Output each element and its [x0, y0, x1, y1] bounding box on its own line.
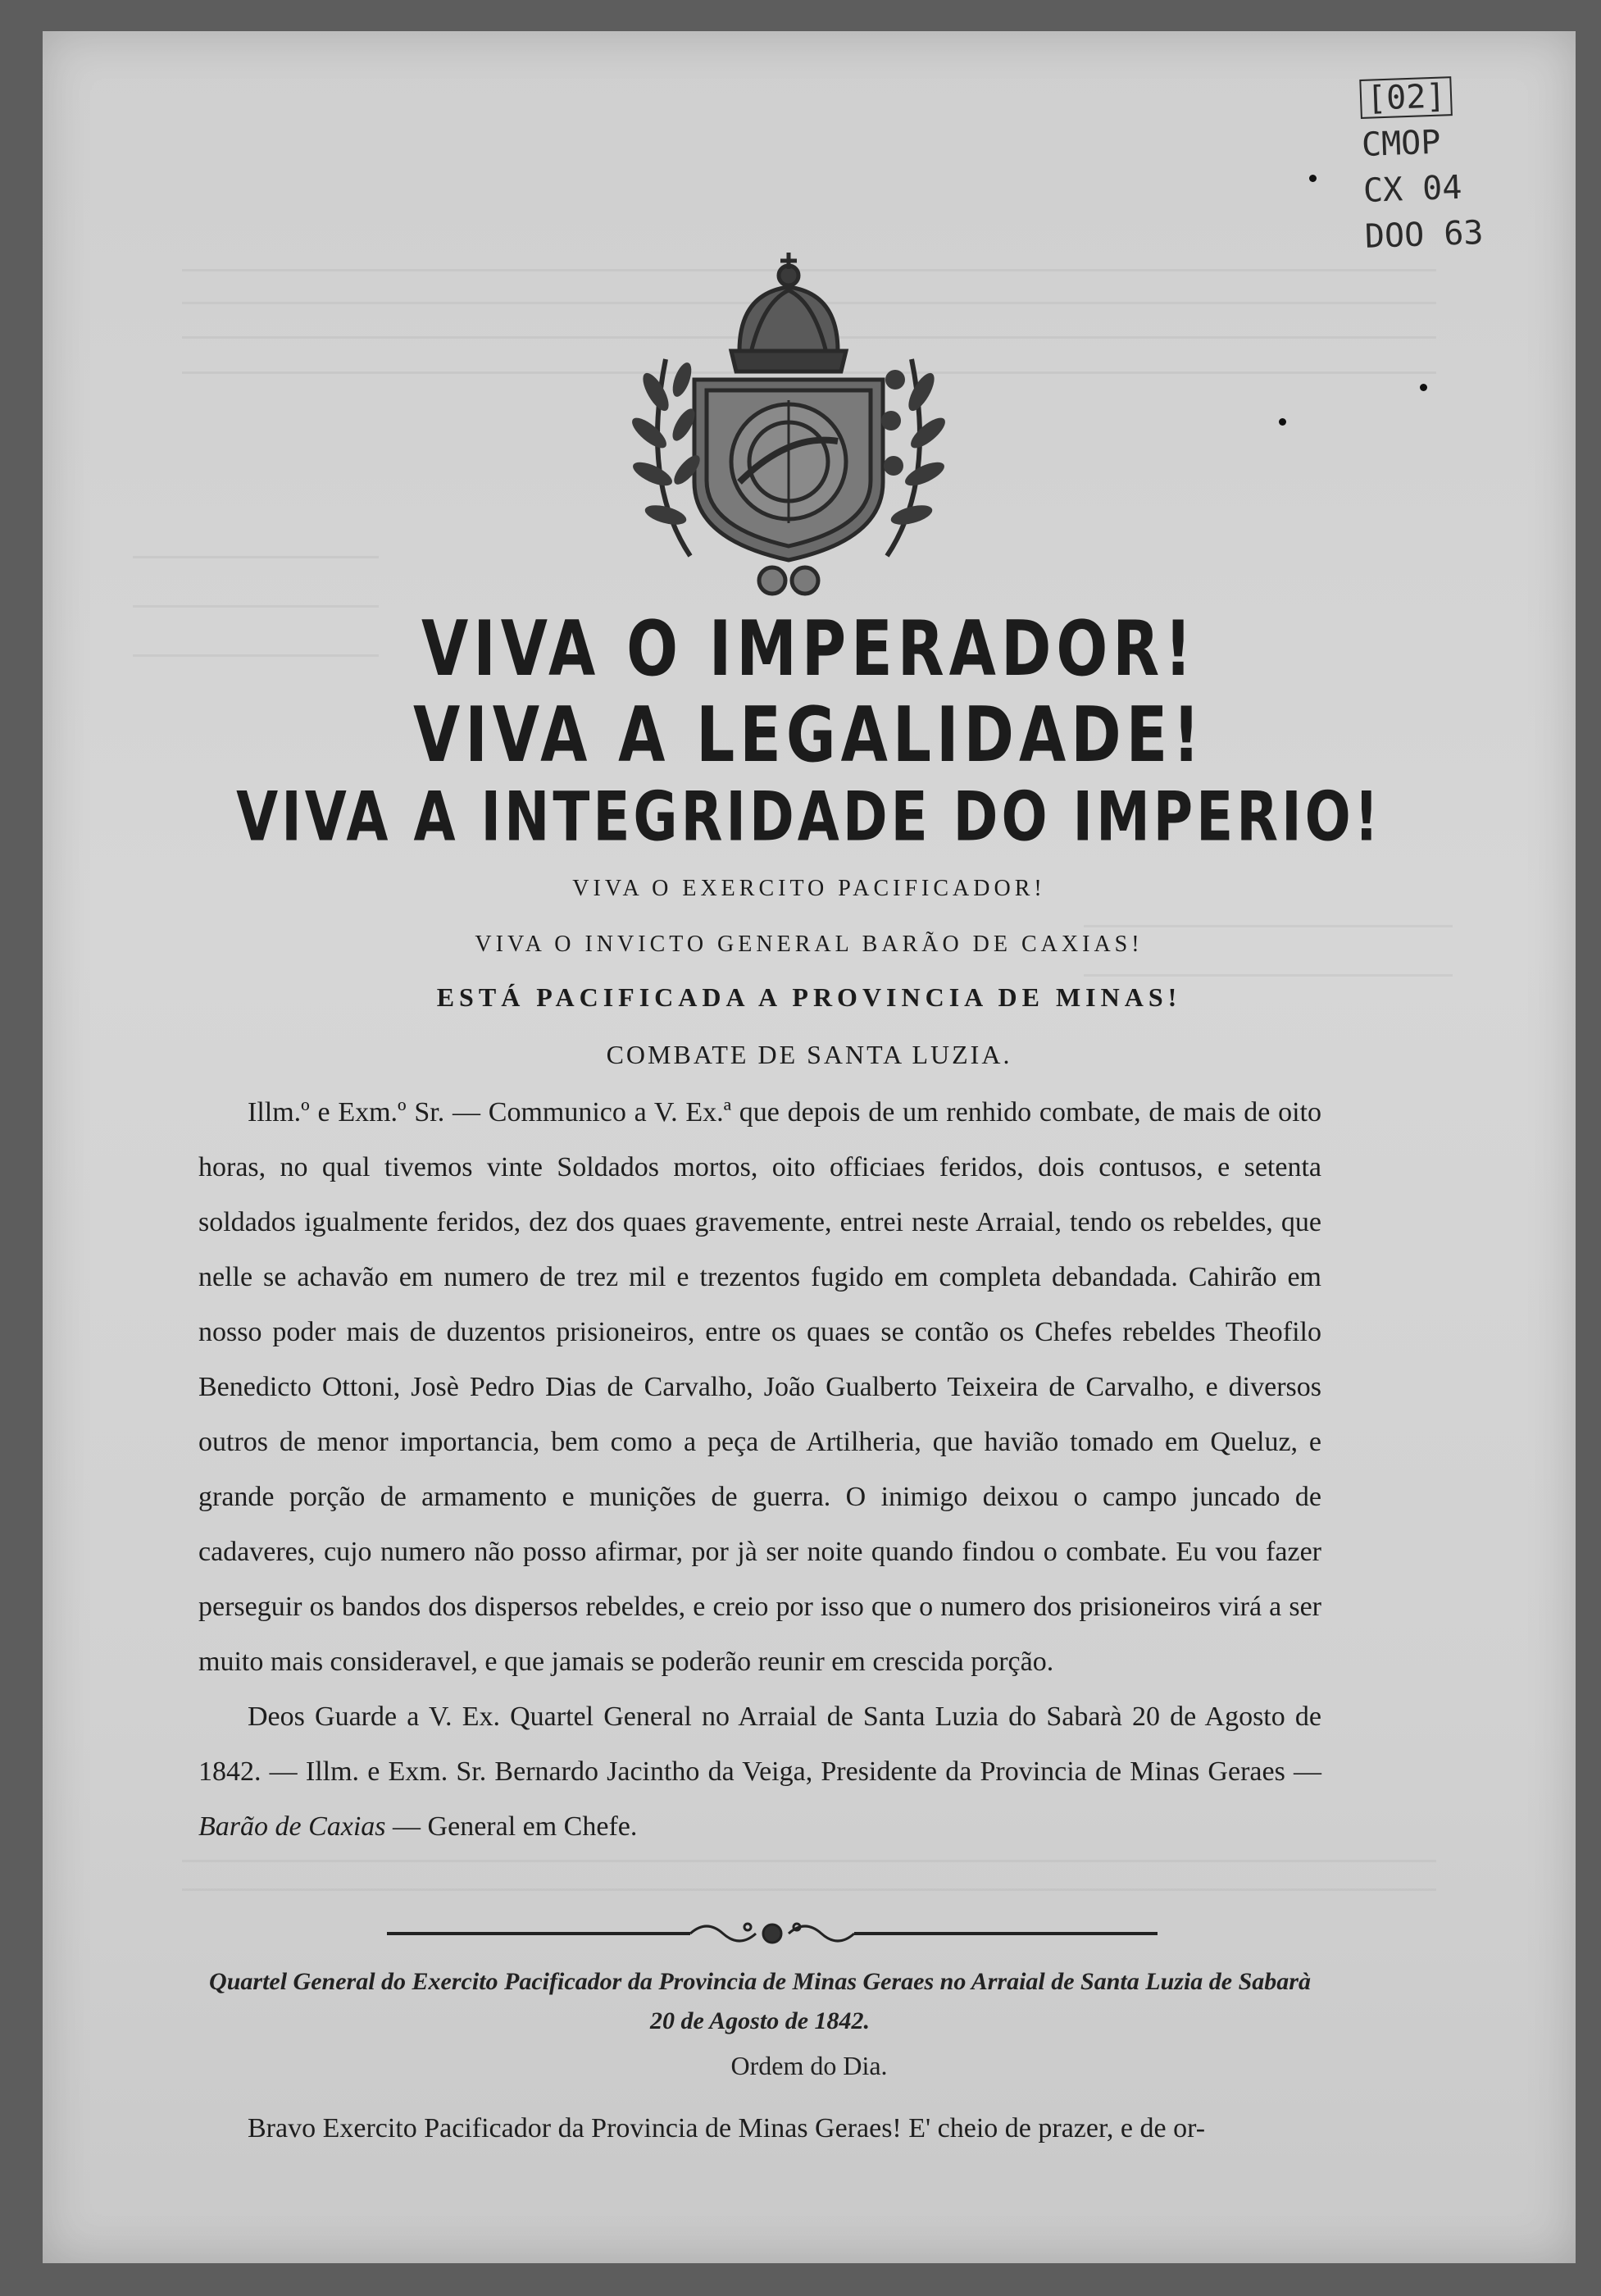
headline-viva-imperador: VIVA O IMPERADOR! [421, 605, 1198, 694]
signature-title: — General em Chefe. [393, 1811, 638, 1842]
imperial-coat-of-arms [608, 236, 969, 613]
order-body [198, 2101, 1321, 2156]
headline-provincia-pacificada: ESTÁ PACIFICADA A PROVINCIA DE MINAS! [436, 982, 1182, 1012]
order-opening: Bravo Exercito Pacificador da Provincia de Minas Geraes! E' cheio de prazer, e de or- [248, 2113, 1206, 2143]
letter-closing-text: Deos Guarde a V. Ex. Quartel General no Arraial de Santa Luzia do Sabarà 20 de Agosto de 1842. — Illm. e Exm. Sr. Bernardo Jacintho da Veiga, Presidente da Provincia de Minas Geraes — [198, 1702, 1321, 1787]
archive-reference-note [1359, 71, 1505, 260]
headline-exercito-pacificador: VIVA O EXERCITO PACIFICADOR! [572, 876, 1046, 901]
archive-note-line: CX 04 [1362, 168, 1463, 210]
headline-combate-santa-luzia: COMBATE DE SANTA LUZIA. [606, 1040, 1012, 1069]
letter-paragraph: Illm.º e Exm.º Sr. — Communico a V. Ex.ª que depois de um renhido combate, de mais de oito horas, no qual tivemos vinte Soldados mortos, oito officiaes feridos, dois contusos, e setenta soldados igualmente feridos, dez dos quaes gravemente, entrei neste Arraial, tendo os rebeldes, que nelle se achavão em numero de trez mil e trezentos fugido em completa debandada. Cahirão em nosso poder mais de duzentos prisioneiros, entre os quaes se contão os Chefes rebeldes Theofilo Benedicto Ottoni, Josè Pedro Dias de Carvalho, João Gualberto Teixeira de Carvalho, e diversos outros de menor importancia, bem como a peça de Artilheria, que havião tomado em Queluz, e grande porção de armamento e munições de guerra. O inimigo deixou o campo juncado de cadaveres, cujo numero não posso afirmar, por jà ser noite quando findou o combate. Eu vou fazer perseguir os bandos dos dispersos rebeldes, e creio por isso que o numero dos prisioneiros virá a ser muito mais consideravel, e que jamais se poderão reunir em crescida porção. [198, 1097, 1321, 1677]
order-heading: Quartel General do Exercito Pacificador da Provincia de Minas Geraes no Arraial de Santa Luzia de Sabarà 20 de Agosto de 1842. [209, 1968, 1311, 2034]
headline-general-caxias: VIVA O INVICTO GENERAL BARÃO DE CAXIAS! [475, 932, 1144, 957]
signature-name: Barão de Caxias [198, 1811, 386, 1842]
letter-body [198, 1085, 1321, 1854]
order-title: Ordem do Dia. [730, 2051, 888, 2080]
ornamental-divider [387, 1917, 1158, 1950]
headline-viva-legalidade: VIVA A LEGALIDADE! [413, 691, 1205, 780]
letter-closing [198, 1689, 1321, 1854]
document-page [43, 31, 1576, 2263]
archive-note-line: CMOP [1361, 123, 1442, 164]
headline-viva-integridade: VIVA A INTEGRIDADE DO IMPERIO! [236, 777, 1382, 857]
archive-note-line: DOO 63 [1364, 213, 1485, 256]
archive-note-line: [02] [1359, 76, 1453, 119]
